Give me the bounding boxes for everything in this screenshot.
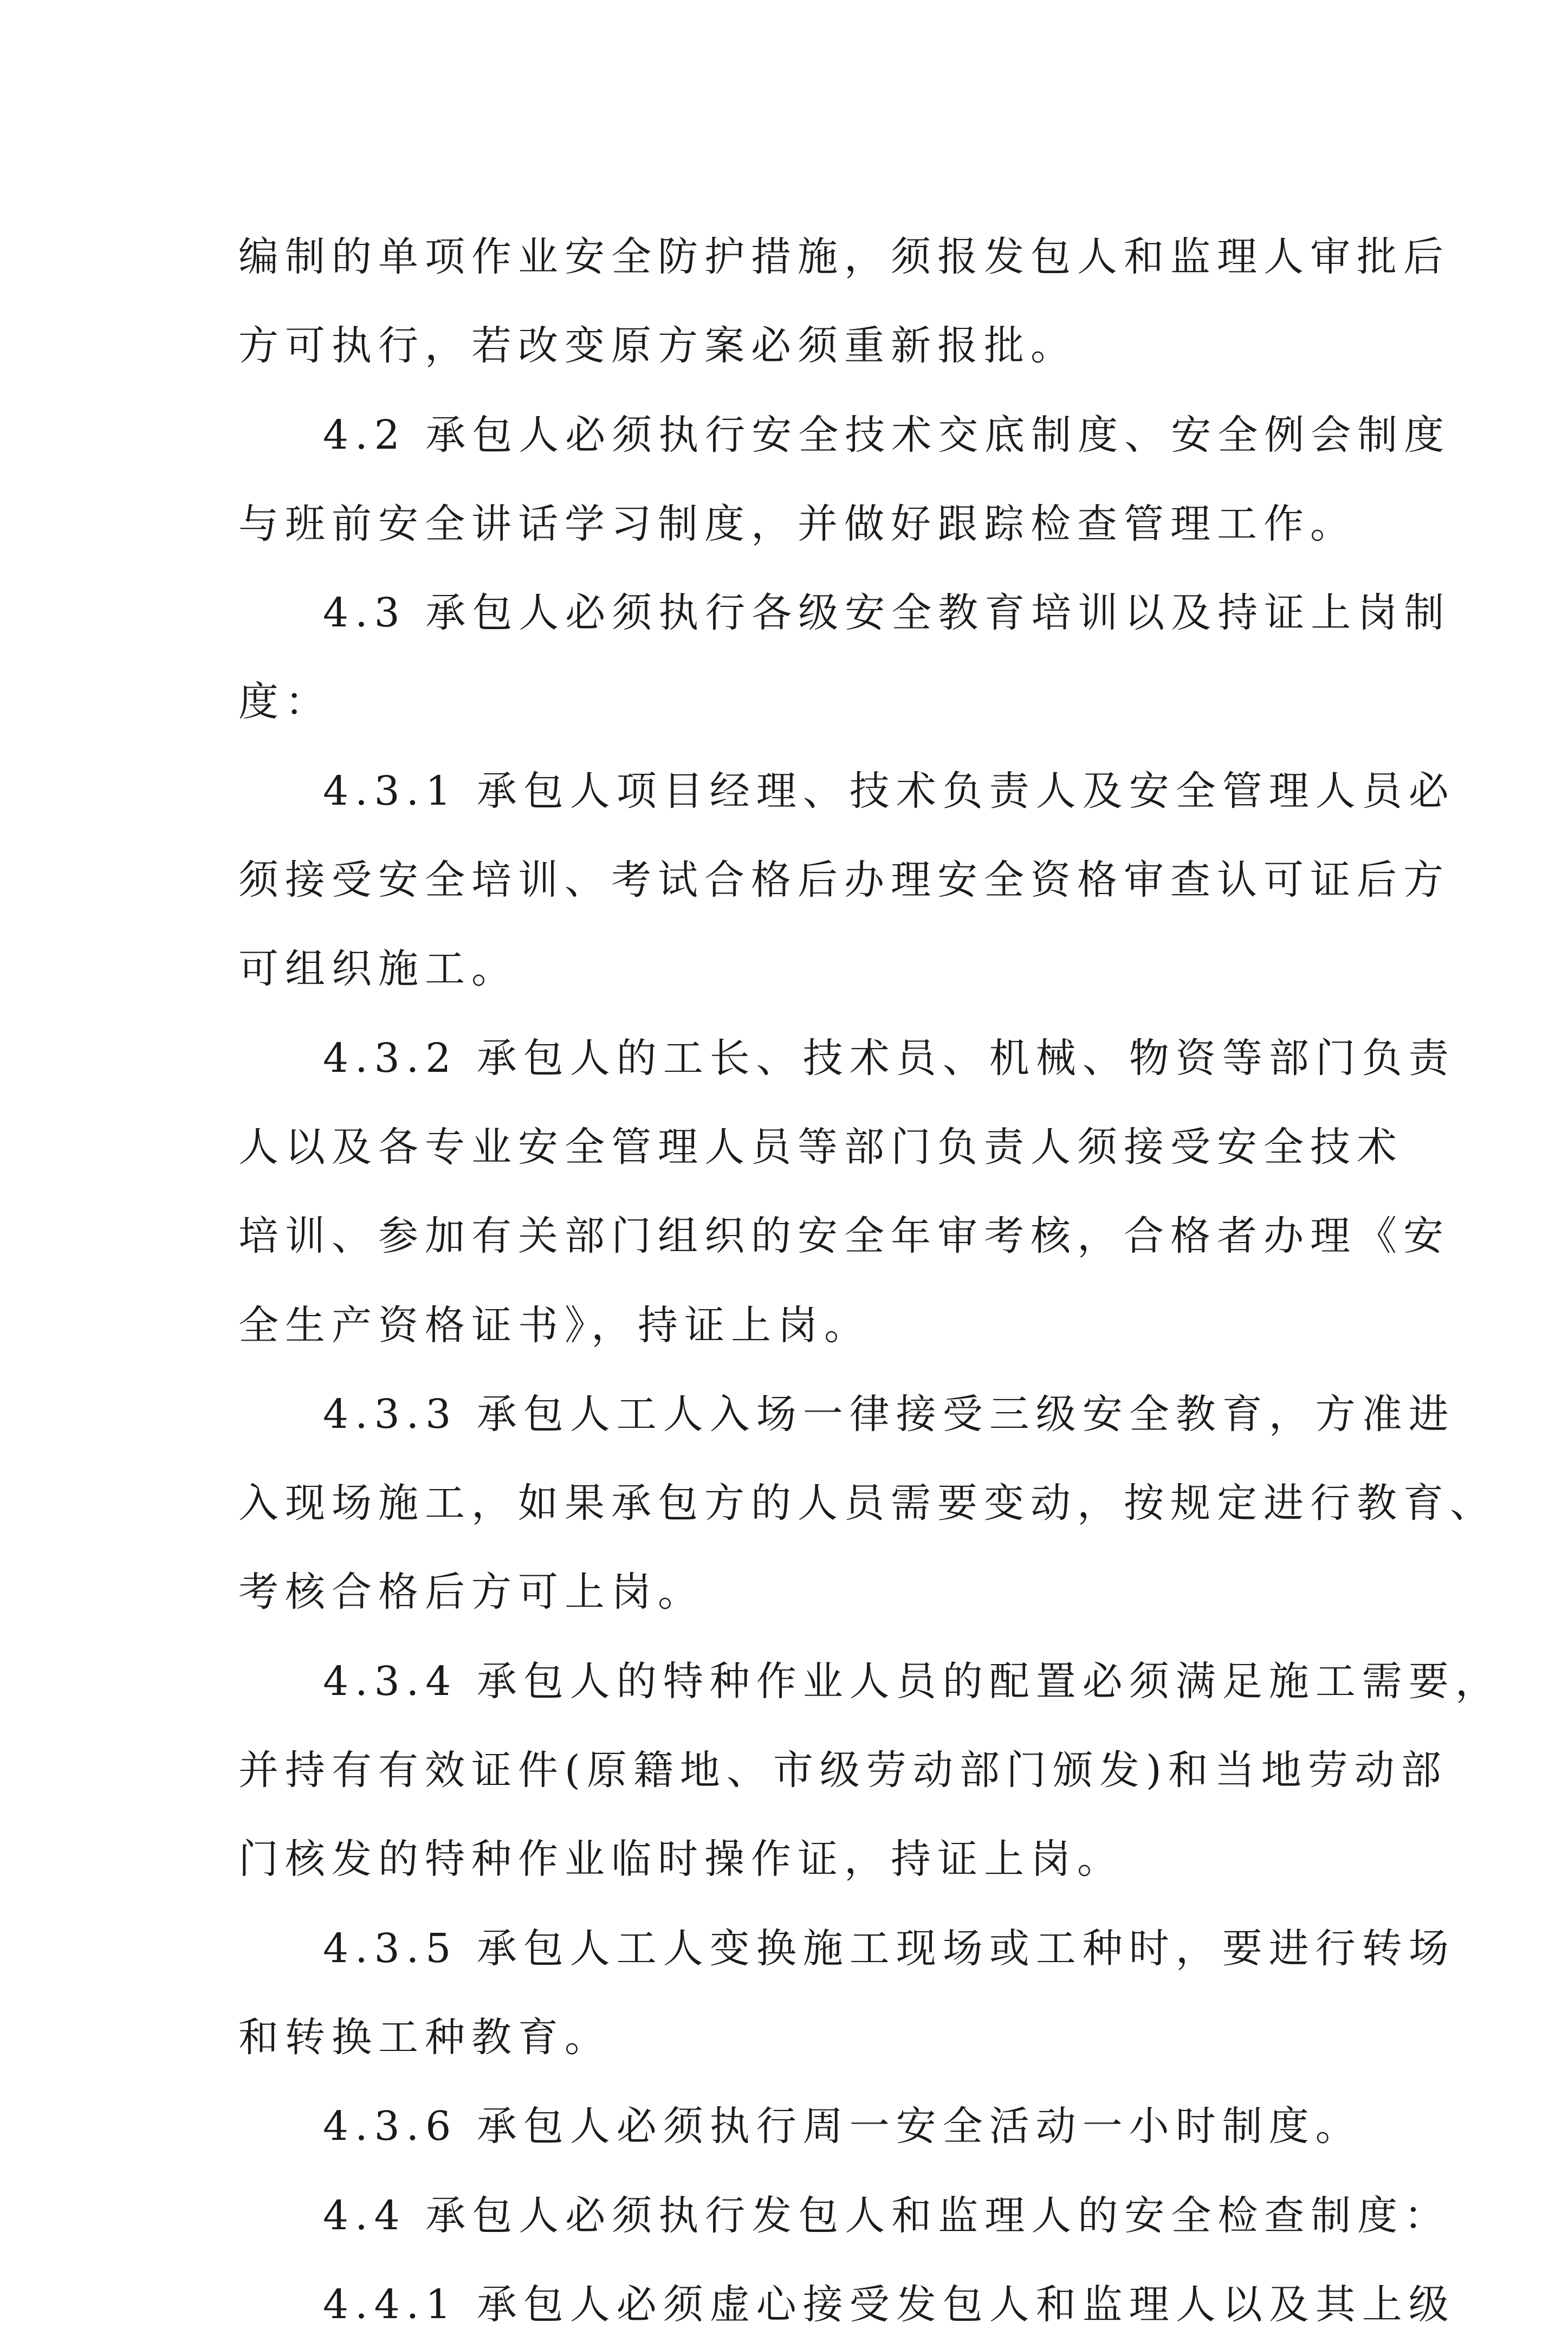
paragraph-4-3-line: 4.3 承包人必须执行各级安全教育培训以及持证上岗制 bbox=[323, 590, 1451, 637]
paragraph-4-2-line: 4.2 承包人必须执行安全技术交底制度、安全例会制度 bbox=[323, 411, 1451, 458]
text-line: 须接受安全培训、考试合格后办理安全资格审查认可证后方 bbox=[238, 857, 1450, 904]
text-line: 与班前安全讲话学习制度，并做好跟踪检查管理工作。 bbox=[238, 500, 1357, 547]
paragraph-4-3-5-line: 4.3.5 承包人工人变换施工现场或工种时，要进行转场 bbox=[323, 1925, 1455, 1972]
text-line: 全生产资格证书》，持证上岗。 bbox=[238, 1302, 871, 1349]
text-line: 和转换工种教育。 bbox=[238, 2014, 611, 2061]
text-line: 人以及各专业安全管理人员等部门负责人须接受安全技术 bbox=[238, 1123, 1403, 1170]
text-line: 编制的单项作业安全防护措施，须报发包人和监理人审批后 bbox=[238, 234, 1450, 280]
paragraph-4-3-1-line: 4.3.1 承包人项目经理、技术负责人及安全管理人员必 bbox=[323, 767, 1455, 814]
text-line: 并持有有效证件(原籍地、市级劳动部门颁发)和当地劳动部 bbox=[238, 1747, 1448, 1794]
text-line: 培训、参加有关部门组织的安全年审考核，合格者办理《安 bbox=[238, 1213, 1450, 1260]
text-line: 门核发的特种作业临时操作证，持证上岗。 bbox=[238, 1836, 1124, 1883]
text-line: 度： bbox=[238, 678, 332, 726]
paragraph-4-3-6-line: 4.3.6 承包人必须执行周一安全活动一小时制度。 bbox=[323, 2103, 1362, 2150]
text-line: 方可执行，若改变原方案必须重新报批。 bbox=[238, 322, 1077, 370]
paragraph-4-4-1-line: 4.4.1 承包人必须虚心接受发包人和监理人以及其上级 bbox=[323, 2281, 1455, 2328]
text-line: 入现场施工，如果承包方的人员需要变动，按规定进行教育、 bbox=[238, 1480, 1496, 1527]
text-line: 考核合格后方可上岗。 bbox=[238, 1569, 704, 1616]
paragraph-4-4-line: 4.4 承包人必须执行发包人和监理人的安全检查制度： bbox=[323, 2192, 1451, 2239]
paragraph-4-3-4-line: 4.3.4 承包人的特种作业人员的配置必须满足施工需要， bbox=[323, 1658, 1502, 1705]
text-line: 可组织施工。 bbox=[238, 946, 518, 993]
body-text bbox=[238, 212, 1502, 2349]
paragraph-4-3-3-line: 4.3.3 承包人工人入场一律接受三级安全教育，方准进 bbox=[323, 1390, 1455, 1438]
paragraph-4-3-2-line: 4.3.2 承包人的工长、技术员、机械、物资等部门负责 bbox=[323, 1034, 1455, 1082]
